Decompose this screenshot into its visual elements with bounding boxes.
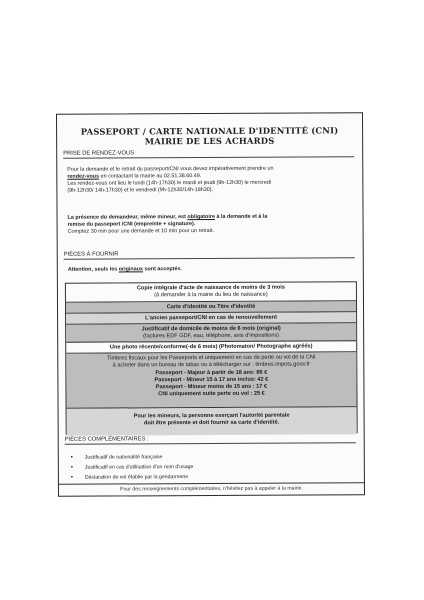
table-row: L'ancien passeport/CNI en cas de renouvellement (66, 312, 356, 325)
rdv-line-1: Pour la demande et le retrait du passeport/CNI vous devez impérativement prendre un (67, 165, 274, 173)
list-item (70, 474, 189, 482)
table-row (66, 323, 356, 343)
list-item (70, 464, 194, 472)
presence-line-2: remise du passeport /CNI (empreinte + signature). (67, 221, 196, 228)
table-row: Carte d'identité ou Titre d'identité (66, 301, 356, 314)
complementaires-heading: PIÈCES COMPLÉMENTAIRES : (65, 435, 356, 445)
bullet-icon: • (70, 474, 74, 481)
note-text-c: sont acceptés. (142, 266, 182, 273)
table-row: Une photo récente/conforme(-de 6 mois) (Photomaton/ Photographe agréés) (66, 341, 356, 354)
document-page (56, 112, 365, 497)
mineurs-text: Pour les mineurs, la personne exerçant l'autorité parentale (133, 412, 290, 420)
tarif-mineur-15-17: Passeport - Mineur 15 à 17 ans inclus: 42 € (154, 376, 269, 384)
list-item (70, 454, 163, 461)
rdv-line-3: Les rendez-vous ont lieu le lundi (14h-17h30) le mardi et jeudi (9h-12h30) le mercredi (67, 179, 272, 187)
table-row (66, 352, 356, 409)
rdv-paragraph (67, 165, 354, 195)
pieces-table (65, 281, 358, 435)
pieces-heading: PIÈCES À FOURNIR (64, 250, 355, 260)
mairie-title: MAIRIE DE LES ACHARDS (144, 135, 275, 147)
originaux-note (68, 265, 355, 274)
originaux-text: originaux (118, 266, 144, 273)
presence-paragraph (68, 213, 355, 236)
document-title: PASSEPORT / CARTE NATIONALE D'IDENTITÉ (CNI) (80, 125, 339, 137)
mineurs-note: doit être présente et doit fournir sa carte d'identité. (143, 419, 280, 427)
list-item-text: Justificatif en cas d'utilisation d'un nom d'usage (84, 464, 194, 471)
birth-certificate-note: (à demander à la mairie du lieu de naissance) (154, 291, 268, 299)
birth-certificate-text: Copie intégrale d'acte de naissance de moins de 3 mois (136, 284, 285, 292)
timbres-site: à acheter dans un bureau de tabac ou à télécharger sur : timbres.impots.gouv.fr (112, 361, 311, 369)
domicile-text: Justificatif de domicile de moins de 6 mois (original) (141, 325, 281, 333)
timbres-text: Timbres fiscaux pour les Passeports et uniquement en cas de perte ou vol de la CNI (107, 354, 316, 362)
table-row (66, 282, 356, 303)
bullet-icon: • (70, 464, 73, 471)
duration-line: Comptez 30 min pour une demande et 10 min pour un retrait. (67, 228, 214, 235)
list-item-text: Justificatif de nationalité française (84, 454, 163, 461)
footer-note: Pour des renseignements complémentaires, n'hésitez pas à appeler à la mairie. (59, 482, 364, 496)
list-item-text: Déclaration de vol établie par la gendarmerie (84, 474, 189, 481)
rdv-phone: en contactant la mairie au 02.51.38.60.49. (99, 173, 202, 180)
table-row (67, 407, 357, 436)
rendez-vous-link: rendez-vous (67, 173, 100, 180)
rdv-heading: PRISE DE RENDEZ-VOUS (63, 149, 354, 159)
domicile-note: (factures EDF GDF, eau, téléphone, avis d'impositions) (143, 332, 280, 340)
tarif-cni: CNI uniquement suite perte ou vol : 25 € (158, 390, 265, 398)
bullet-icon: • (70, 454, 73, 461)
tarif-majeur: Passeport - Majeur à partir de 18 ans: 86 € (155, 369, 268, 377)
rdv-line-4: (9h-12h30/ 14h-17h30) et le vendredi (9h-12h30/14h-18h30). (67, 187, 214, 195)
presence-text-c: à la demande et à la (214, 213, 268, 220)
tarif-mineur-15: Passeport - Mineur moins de 15 ans : 17 € (155, 383, 268, 391)
presence-text-a: La présence du demandeur, même mineur, est (67, 214, 188, 221)
obligatoire-text: obligatoire (187, 213, 215, 221)
note-text-a: Attention, seuls les (67, 266, 119, 273)
